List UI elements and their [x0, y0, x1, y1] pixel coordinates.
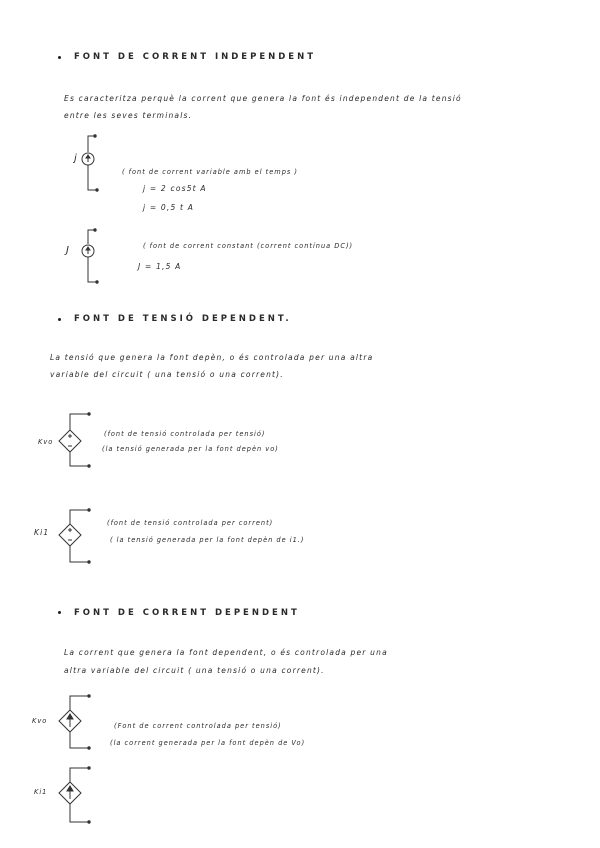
section-title-independent-current: FONT DE CORRENT INDEPENDENT — [74, 52, 317, 62]
bullet-3 — [58, 611, 61, 614]
source-J-note: ( font de corrent constant (corrent contínua DC)) — [143, 242, 354, 250]
dependent-current-desc-1: La corrent que genera la font dependent, o és controlada per una — [64, 648, 388, 657]
dependent-voltage-desc-2: variable del circuit ( una tensió o una corrent). — [50, 370, 284, 379]
source-j-note: ( font de corrent variable amb el temps ) — [122, 168, 299, 176]
bullet-2 — [58, 318, 61, 321]
section-title-dependent-current: FONT DE CORRENT DEPENDENT — [74, 608, 300, 618]
source-Kvo-note-2: (la tensió generada per la font depèn vo) — [102, 445, 279, 453]
source-Ki1-label: Ki1 — [34, 528, 50, 537]
dependent-current-desc-2: altra variable del circuit ( una tensió o una corrent). — [64, 666, 325, 675]
section-title-dependent-voltage: FONT DE TENSIÓ DEPENDENT. — [74, 314, 292, 324]
source-current-Ki1-label: Ki1 — [34, 788, 48, 796]
source-Ki1-note-1: (font de tensió controlada per corrent) — [107, 519, 274, 527]
source-J-eq: J = 1,5 A — [138, 262, 182, 271]
current-source-controlled-by-current-diagram — [54, 762, 104, 828]
source-current-Kvo-label: Kvo — [32, 717, 48, 725]
source-current-Kvo-note-1: (Font de corrent controlada per tensió) — [114, 722, 282, 730]
source-Ki1-note-2: ( la tensió generada per la font depèn de i1.) — [110, 536, 305, 544]
dependent-voltage-desc-1: La tensió que genera la font depèn, o és controlada per una altra — [50, 353, 374, 362]
source-J-label: J — [66, 245, 71, 256]
source-current-Kvo-note-2: (la corrent generada per la font depèn de Vo) — [110, 739, 306, 747]
independent-current-desc-2: entre les seves terminals. — [64, 111, 193, 120]
independent-current-desc-1: Es caracteritza perquè la corrent que genera la font és independent de la tensió — [64, 94, 462, 103]
source-j-eq-2: j = 0,5 t A — [143, 203, 195, 212]
source-j-label: j — [74, 153, 78, 164]
source-Kvo-note-1: (font de tensió controlada per tensió) — [104, 430, 266, 438]
current-source-constant-diagram — [78, 224, 118, 290]
voltage-source-controlled-by-voltage-diagram — [54, 408, 104, 472]
current-source-controlled-by-voltage-diagram — [54, 690, 104, 754]
bullet-1 — [58, 56, 61, 59]
source-j-eq-1: j = 2 cos5t A — [143, 184, 207, 193]
voltage-source-controlled-by-current-diagram — [54, 504, 104, 568]
source-Kvo-label: Kvo — [38, 438, 54, 446]
